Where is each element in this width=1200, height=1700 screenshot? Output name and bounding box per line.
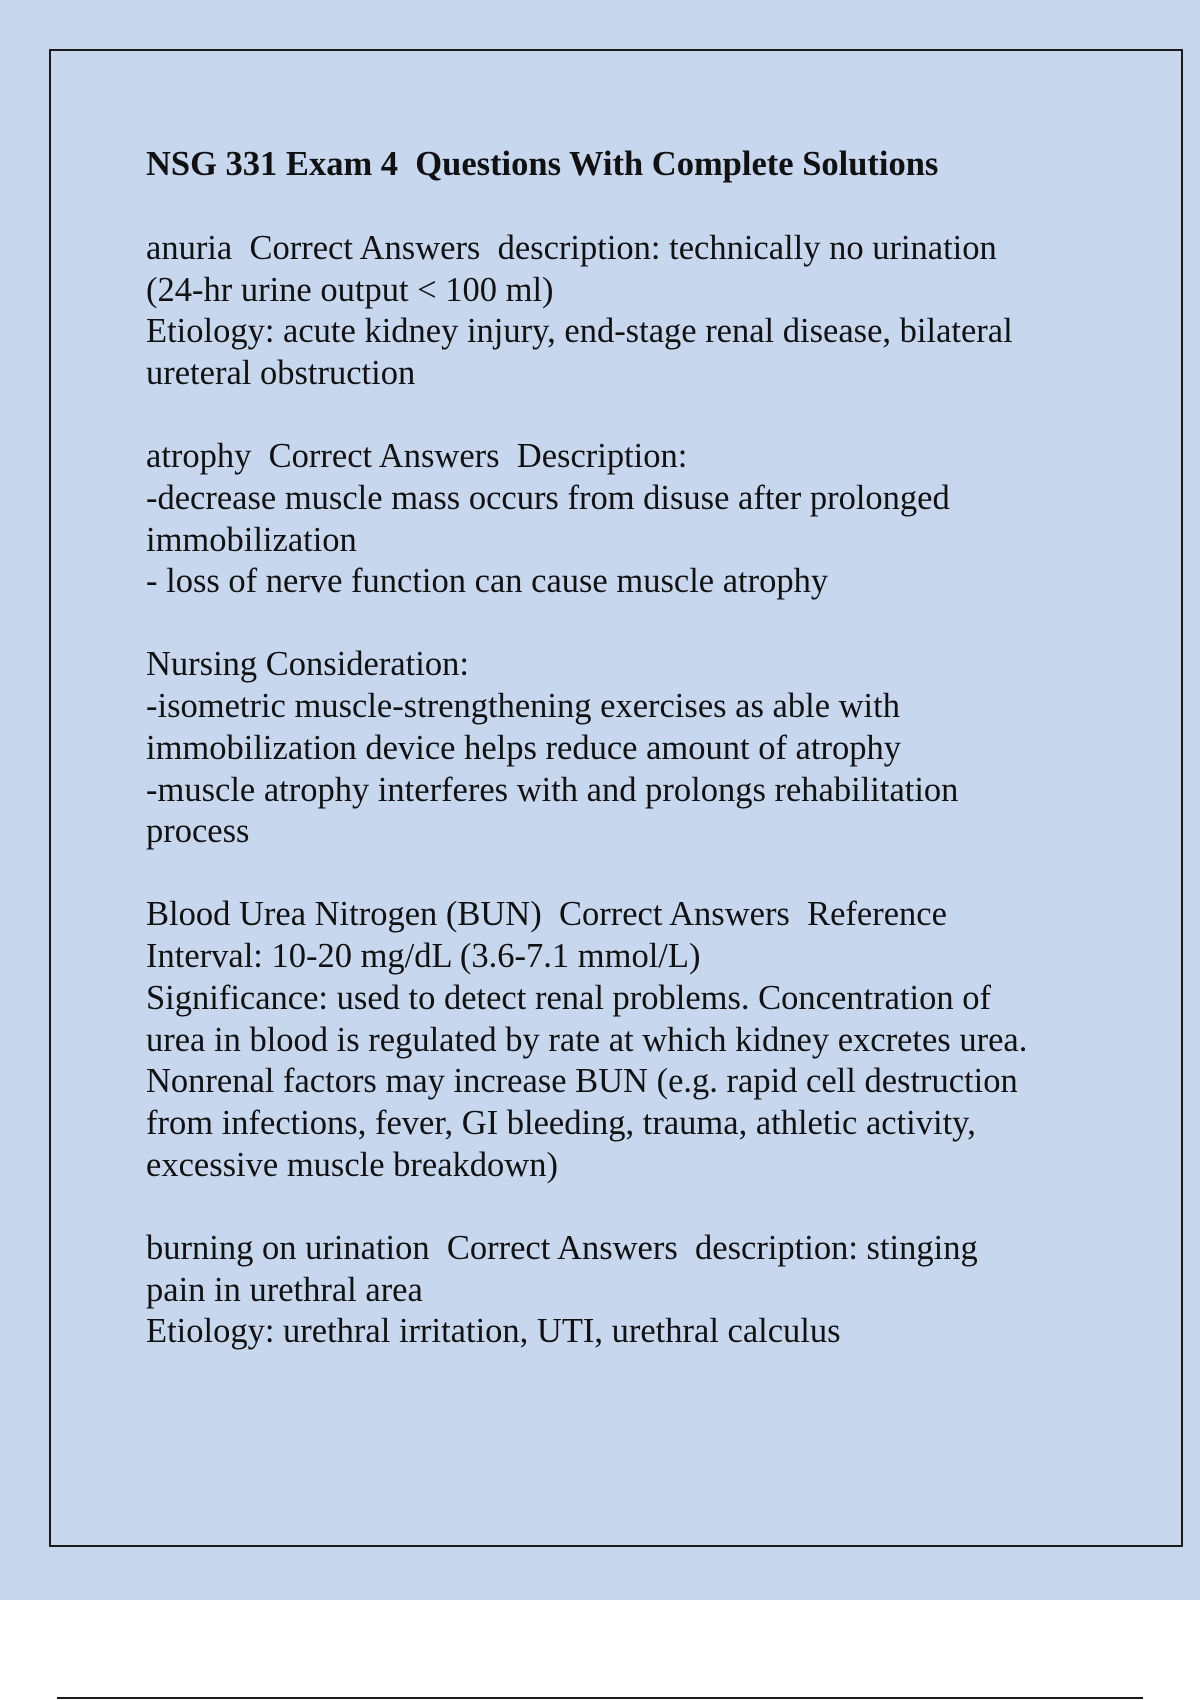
entry-line: urea in blood is regulated by rate at which kidney excretes urea. — [146, 1020, 1028, 1059]
entry-line: pain in urethral area — [146, 1270, 423, 1309]
entry-line: (24-hr urine output < 100 ml) — [146, 270, 554, 309]
entry-line: Significance: used to detect renal problems. Concentration of — [146, 978, 991, 1017]
entry-anuria — [146, 228, 1106, 395]
entry-line: Etiology: urethral irritation, UTI, urethral calculus — [146, 1312, 841, 1351]
entry-line: process — [146, 812, 250, 851]
entry-line: immobilization device helps reduce amount of atrophy — [146, 728, 901, 767]
entry-line: immobilization — [146, 520, 357, 559]
entry-line: -muscle atrophy interferes with and prolongs rehabilitation — [146, 770, 959, 809]
document-title: NSG 331 Exam 4 Questions With Complete Solutions — [146, 145, 939, 183]
entry-atrophy — [146, 436, 1106, 603]
entry-line: -isometric muscle-strengthening exercises as able with — [146, 686, 900, 725]
entry-line: anuria Correct Answers description: technically no urination — [146, 228, 997, 267]
entry-line: burning on urination Correct Answers description: stinging — [146, 1228, 978, 1267]
entry-line: - loss of nerve function can cause muscle atrophy — [146, 562, 829, 601]
entry-line: from infections, fever, GI bleeding, trauma, athletic activity, — [146, 1104, 976, 1143]
entry-line: atrophy Correct Answers Description: — [146, 436, 688, 475]
entry-bun — [146, 894, 1106, 1187]
entry-line: -decrease muscle mass occurs from disuse after prolonged — [146, 478, 950, 517]
entry-line: Etiology: acute kidney injury, end-stage renal disease, bilateral — [146, 312, 1013, 351]
entry-line: Nursing Consideration: — [146, 645, 469, 684]
entry-line: Nonrenal factors may increase BUN (e.g. rapid cell destruction — [146, 1062, 1018, 1101]
document-body — [146, 144, 1106, 1394]
entry-line: ureteral obstruction — [146, 354, 416, 393]
entry-burning-on-urination — [146, 1228, 1106, 1353]
entry-line: excessive muscle breakdown) — [146, 1145, 558, 1184]
footer-rule — [57, 1697, 1143, 1699]
entry-line: Blood Urea Nitrogen (BUN) Correct Answers Reference — [146, 895, 947, 934]
entry-line: Interval: 10-20 mg/dL (3.6-7.1 mmol/L) — [146, 936, 701, 975]
entry-nursing-consideration — [146, 644, 1106, 853]
